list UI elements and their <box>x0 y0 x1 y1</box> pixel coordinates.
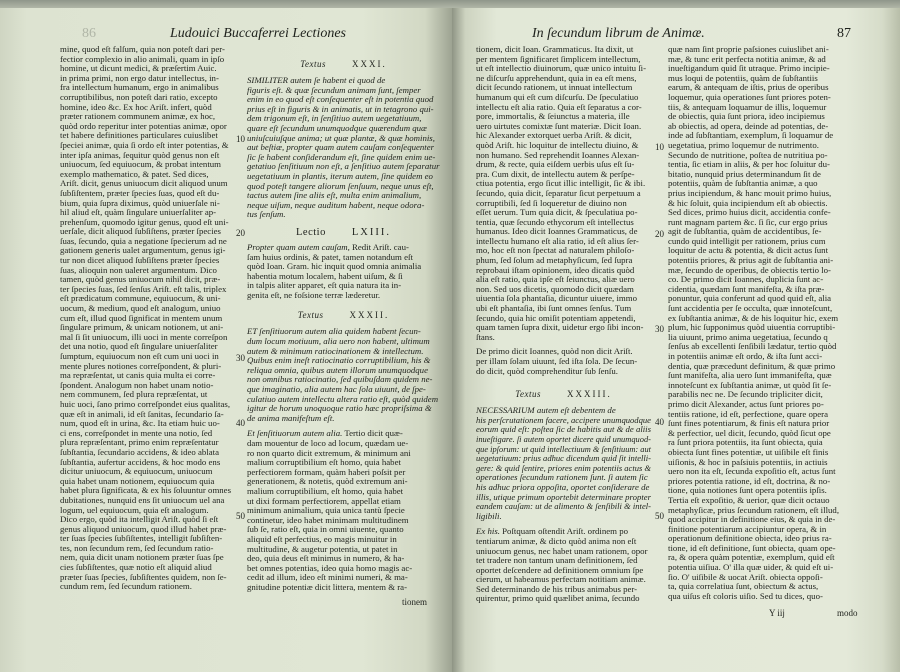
line-text: quæ nam ſint proprie paſsiones cuiuslibet ani- <box>668 44 829 54</box>
line-text: dicitur uniuocum, & equiuocum, uniuocum <box>60 466 213 477</box>
line-text: genus aliquod uniuocum, quod illud habet præ- <box>60 523 227 534</box>
line-text: plura repræſentant, primo enim repræſentatur <box>60 437 219 448</box>
lectio-block <box>247 226 440 239</box>
line-text: per illam ſolam uiuunt, ſed iſta ſola. De ſecun- <box>476 356 638 366</box>
margin-line-number: 30 <box>655 324 664 334</box>
margin-line-number: 20 <box>236 228 245 238</box>
line-text: ſpeciei animæ, quia ſi ordo eſt inter potentias, & <box>60 139 229 150</box>
line-text: ſecundo, quia hic omiſit potentiam appetendi, <box>476 312 636 323</box>
line-text: pra. Cum dixit, de intellectu autem & perſpe- <box>476 168 635 179</box>
textus-heading <box>247 309 440 322</box>
heading-label: Textus <box>300 59 326 69</box>
line-text: ſub ſe, ratio eſt, quia in omni uiuente, quanto <box>247 524 404 535</box>
text-line <box>476 367 651 377</box>
line-text: culatiuo autem intellectu altera ratio eſt, quòd quidem <box>247 393 439 404</box>
line-text: uero non ita eſt, ſecunda expoſitio eſt, actus ſunt <box>668 466 836 477</box>
line-text: fectior complexio in alio animali, quam in ipſo <box>60 53 225 64</box>
line-text: humanus. Ideo dicit Ioannes Grammaticus, de <box>476 226 638 237</box>
line-text: metaphyſicæ, prius ſecundum rationem, eſt illud, <box>668 504 840 515</box>
heading-number: LXIII. <box>351 226 391 238</box>
heading-number: XXXI. <box>351 59 387 69</box>
paragraph-lead: Ex his. <box>476 526 500 537</box>
line-text: mo, hoc eſt non ſpectat ad naturalem philoſo- <box>476 245 635 256</box>
line-text: SIMILITER autem ſe habent ei quod de <box>247 75 386 85</box>
line-text: ut dixi formam perfectiorem, appellat etiam <box>247 495 401 506</box>
margin-line-number: 50 <box>655 511 664 521</box>
text-line <box>247 583 440 593</box>
line-text: inueſtigandum quid ſit utraque. Primo incipie- <box>668 63 830 74</box>
line-text: tactus autem ſine aliis eſt, multa enim animalium, <box>247 190 422 201</box>
heading-label: Textus <box>515 389 541 400</box>
line-text: continetur, ideo habet minimam multitudinem <box>247 514 409 525</box>
line-text: pore, immortalis, & ſeiunctus a materia, ille <box>476 111 630 122</box>
line-text: cedit ad illum, ideo eſt minimi numeri, & ma- <box>247 572 408 583</box>
line-text: ſuas, ſecundo, quia a negatione ſpecierum ad ne <box>60 235 227 246</box>
line-text: præter rationem communem animæ, ex hoc, <box>60 111 216 122</box>
line-text: do dicit, quòd comprehenditur ſub ſenſu. <box>476 365 618 376</box>
line-text: ci ens, correſpondet in mente una notio, ſed <box>60 427 213 438</box>
margin-line-number: 40 <box>655 417 664 427</box>
line-text: cies ſubſiſtentes, quæ notio eſt aliquid aliud <box>60 562 212 573</box>
line-text: cundo quid intelligit per rationem, prius cum <box>668 235 826 246</box>
line-text: dum locum motiuum, alia uero non habent, ultimum <box>247 336 430 347</box>
line-text: Ariſt. dicit, genus uniuocum dicit aliquod unum <box>60 178 228 189</box>
line-text: ne diſcurſu apprehendunt, quia in ea eſt mens, <box>476 72 637 83</box>
line-text: corruptibili, ſed ſi loqueretur de diuino non <box>476 197 627 208</box>
line-text: non humano. Sed reprehendit Ioannes Alexan- <box>476 149 640 160</box>
line-text: quòd Ioan. Gram. hic inquit quod omnia animalia <box>247 261 422 272</box>
line-text: eandem cauſam: ut de alimento & ſenſibili & intel- <box>476 501 651 512</box>
line-text: tentia, quæ ſecundo ethycorum eſt intellectus <box>476 216 634 227</box>
line-text: tione, quia notiones ſunt opera potentiis ipſis. <box>668 485 827 496</box>
line-text: de obiectis, quia ſunt priora, ideo incipiemus <box>668 111 825 122</box>
line-text: ſic ſe habent conſiderandum eſt, ſine quidem enim ue- <box>247 151 436 162</box>
line-text: lia uiuunt, primo anima uegetatiua, ſecundo q <box>668 331 828 342</box>
line-text: generationem, & notetis, quòd extremum ani- <box>247 476 408 487</box>
line-text: Quibus enim ineſt ratiocinatio corruptibilium, his & <box>247 355 431 366</box>
line-text: tamen, quòd genus uniuocum nihil dicit, præ- <box>60 274 221 285</box>
paragraph-lead: Propter quam autem cauſam, <box>247 241 350 252</box>
heading-block <box>247 58 440 71</box>
left-page <box>0 8 452 672</box>
catchword: tionem <box>402 597 427 607</box>
line-text: nem, quia dicit unam notionem præter ſuas ſpe <box>60 552 224 563</box>
para-block <box>247 243 440 301</box>
line-text: mente plures notiones correſpondent, & pluri- <box>60 360 222 371</box>
line-text: bium, quia ſupra diximus, quòd uniuerſale ni- <box>60 197 220 208</box>
line-text: his adhuc priora oppoſita, oportet conſiderare de <box>476 481 650 492</box>
line-text: loquemur, quia operationes ſunt priores poten- <box>668 91 831 102</box>
right-column-1 <box>476 45 651 604</box>
line-text: ſenſus ab excellenti ſenſibili lædatur, tertio quòd <box>668 341 837 352</box>
line-text: mal ſi ſit uniuocum, illi uoci in mente correſpon <box>60 331 228 342</box>
line-text: uocum, & medium, quod eſt analogum, uniuo <box>60 303 221 314</box>
line-text: tentia, ſic etiam in aliis, & per hoc ſoluitur du- <box>668 159 830 170</box>
line-text: mus loqui de potentiis, quàm de ſubſtantiis <box>668 72 818 83</box>
line-text: fra intellectum humanum, ergo in animalibus <box>60 82 219 93</box>
line-text: tet habere definitiones particulares cuiuslibet <box>60 130 218 141</box>
text-line <box>476 594 651 604</box>
text-line <box>247 414 440 424</box>
line-text: potentia uiſiua. O' illa quæ uider, & quid eſt ui- <box>668 562 834 573</box>
line-text: uniuocum, ſed equiuocum, & probat intentum <box>60 159 222 170</box>
line-text: gnitudine potentiæ dicit littera, mentem & ra- <box>247 581 408 592</box>
line-text: reliqua omnia, quibus autem illorum unumquodque <box>247 364 428 375</box>
line-text: ſunt manifeſta, alia uero ſunt immanifeſta, quæ <box>668 370 832 381</box>
line-text: cum eſt, illud quod ſignificat in mentem unum <box>60 312 223 323</box>
heading-label: Textus <box>297 310 324 321</box>
line-text: uegetatiuum in plantis, iterum autem, ſine quidem eo <box>247 170 433 181</box>
line-text: ſtans. <box>476 331 495 342</box>
line-text: oportet deſcendere ad definitionem omnium ſpe <box>476 564 644 575</box>
line-text: De primo dicit Ioannes, quòd non dicit Ariſt. <box>476 346 633 357</box>
line-text: dentia, quæ præcedunt definitum, & quæ primo <box>668 360 836 371</box>
text-line <box>247 210 440 220</box>
line-text: habet plura ſignificata, & ex his ſoluuntur omnes <box>60 485 232 496</box>
line-text: ab obiectis, ad opera, deinde ad potentias, de- <box>668 120 829 131</box>
line-text: uiuentia ſola phantaſia, dicuntur uiuere, immo <box>476 293 637 304</box>
right-column-2 <box>668 45 868 601</box>
margin-line-number: 10 <box>236 134 245 144</box>
para-block <box>476 347 651 376</box>
text-line <box>476 502 651 512</box>
line-text: per mentem ſignificaret ſimplicem intellectum, <box>476 53 641 64</box>
line-text: cidentia, quædam ſunt manifeſta, & iſta præ- <box>668 283 825 294</box>
line-text: multitudine, & augetur potentia, ut patet in <box>247 543 398 554</box>
line-text: mæ, ſecundo de operibus, de obiectis tertio lo- <box>668 264 831 275</box>
heading-number: XXXIII. <box>566 389 612 400</box>
line-text: minimum animalium, quia unica tantù ſpecie <box>247 505 405 516</box>
line-text: inde ad ſubſtantiam, exemplum, ſi loquamur de <box>668 130 834 141</box>
line-text: neque uiſum, neque auditum habent, neque odora- <box>247 199 425 210</box>
line-text: uegetatiua, primo loquemur de nutrimento. <box>668 139 819 150</box>
line-text: eſt prædicatum commune, equiuocum, & uni- <box>60 293 221 304</box>
line-text: ſumptum, equiuocum non eſt cum uni uoci in <box>60 351 219 361</box>
line-text: runt magnam partem &c. ſi ſic, cur ergo prius <box>668 216 828 227</box>
line-text: alia eſt ratio, quia ipſe eſt ſeiunctus, aliæ uero <box>476 274 635 285</box>
line-text: ſuas, alioquin non ualeret argumentum. Dico <box>60 264 217 275</box>
line-text: aut beſtiæ, propter quam autem cauſam conſequenter <box>247 142 435 153</box>
line-text: in potentiis animæ eſt ordo, & iſta ſunt acci- <box>668 351 823 361</box>
line-text: tentiis ratione, id eſt, perfectione, quare opera <box>668 408 828 419</box>
line-text: in talpis aliter apparet, eſt quia natura ita in- <box>247 280 402 291</box>
line-text: uiſionis, & hoc in paſsiuis potentiis, in actiuis <box>668 456 828 467</box>
line-text: nem communem, ſed plura repræſentat, ut <box>60 389 208 400</box>
line-text: ubi eſt phantaſia, ibi ſunt omnes ſenſus. Tum <box>476 303 632 314</box>
line-text: ſecundo, quia dicit, ſeparatur ſicut perpetuum a <box>476 187 641 198</box>
line-text: earum, & antequam de iſtis, prius de operibus <box>668 82 829 93</box>
line-text: inueſtigare. ſi autem oportet dicere quid unumquod- <box>476 433 651 444</box>
line-text: ter ſpecies ſuas, ſed ſenſus Ariſt. eſt talis, triplex <box>60 283 227 294</box>
line-text: bitatio, nunquid prius determinandum ſit de <box>668 168 821 179</box>
line-text: priores potentia ratione, id eſt, doctrina, & no- <box>668 475 831 486</box>
line-text: humanum qui eſt cum diſcurſu. De ſpeculatiuo <box>476 91 639 102</box>
right-page <box>452 8 900 672</box>
line-text: non. Sed uos dicetis, quomodo dicit quædam <box>476 283 634 294</box>
line-text: hic Alexander extorquet uerba Ariſt. & dicit, <box>476 130 632 141</box>
margin-line-number: 40 <box>236 418 245 428</box>
line-text: ta, quia correlatiua ſunt, obiectum & actus, <box>668 581 819 592</box>
line-text: mine, quod eſt falſum, quia non poteſt dari per- <box>60 44 225 54</box>
text-line <box>476 333 651 343</box>
line-text: in prima primi, non ergo datur intellectus, in- <box>60 72 219 83</box>
margin-line-number: 20 <box>655 229 664 239</box>
line-text: num, quod eſt in urina, &c. Ita etiam huic uo- <box>60 418 220 429</box>
line-text: figuris eſt. & quæ ſecundum animam ſunt, ſemper <box>247 84 421 95</box>
line-text: dam mouentur de loco ad locum, quædam ue- <box>247 438 409 448</box>
line-text: uniuocum genus, nec habet unam rationem, opor <box>476 545 648 556</box>
line-text: prehenſum, quomodo igitur genus, quod eſt uni- <box>60 216 229 227</box>
line-text: uegetatiuum: prius adhuc dicendum quid ſit intelli- <box>476 453 651 464</box>
line-text: gationem generis ualet argumentum, genus igi- <box>60 245 226 256</box>
line-text: quod accipitur in definitione eius, & quia in de- <box>668 514 836 525</box>
line-text: tus ſenſum. <box>247 209 286 220</box>
line-text: ligibili. <box>476 510 502 521</box>
line-text: logum, uel equiuocum, quia eſt analogum. <box>60 504 209 515</box>
line-text: operationum definitione obiecta, ideo prius ra- <box>668 533 832 544</box>
line-rest: Poſtquam oſtendit Ariſt. ordinem po <box>499 526 628 537</box>
margin-line-number: 10 <box>655 142 664 152</box>
line-text: huic uoci, ſano primo correſpondet eius qualitas, <box>60 398 231 409</box>
paragraph-lead: Et ſenſitiuorum autem alia. <box>247 428 343 439</box>
heading-block <box>247 309 440 322</box>
line-text: cierum, ut habeamus perfectam notitiam animæ. <box>476 574 646 585</box>
heading-label: Lectio <box>296 226 326 238</box>
line-text: prius eſt in figuris & in animatis, ut in tetagrono qui- <box>247 103 434 114</box>
line-text: tur non dicet aliquod ſubſiſtens præter ſpecies <box>60 255 220 266</box>
text-line <box>476 464 651 474</box>
line-text: potentiis, quàm de ſubſtantia animæ, a quo <box>668 178 818 189</box>
heading-number: XXXII. <box>349 310 390 321</box>
line-text: quòd Ariſt. hic loquitur de intellectu diuino, & <box>476 139 639 150</box>
line-text: tentiarum animæ, & dicto quòd anima non eſt <box>476 535 637 546</box>
line-text: intellectu eſt alia ratio. Quia eſt ſeparatus a cor- <box>476 101 642 112</box>
text-line <box>476 323 651 333</box>
line-text: reprobaui iſtam opinionem, ideo dicatis quòd <box>476 264 635 275</box>
line-text: dicit ſecundo rationem, ut innuat intellectum <box>476 82 633 93</box>
line-text: ſpondent. Analogum non habet unam notio- <box>60 379 214 390</box>
line-text: phum, ſed ſolum ad metaphyſicum, ſed ſupra <box>476 255 633 266</box>
line-text: genita eſt, ne foſsione terræ læderetur. <box>247 289 381 300</box>
line-text: ſingulare primum, & unicam notionem, ut ani- <box>60 322 224 333</box>
line-text: eſſet uerum. Tum quia dicit, & ſpeculatiua po- <box>476 207 638 218</box>
line-text: uerſale, dicit aliquod ſubſiſtens, præter ſpecies <box>60 226 221 237</box>
line-rest: Redit Ariſt. cau- <box>349 241 409 252</box>
line-text: dem trigonum eſt, in ſenſitiuo autem uegetatiuum, <box>247 113 422 124</box>
line-text: quæ eſt in animali, id eſt ſanitas, ſecundario ſa- <box>60 408 224 419</box>
line-text: drum, & recte, quia eiſdem uerbis uſus eſt ſu- <box>476 159 635 170</box>
line-text: malium corruptibilium eſt homo, quia habet <box>247 457 401 468</box>
line-text: ſubſiſtentem, præter ſpecies ſuas, quod eſt du- <box>60 187 220 198</box>
textus-heading <box>247 58 440 71</box>
line-text: ex ſubſtantia animæ, & de his loquitur hic, exem <box>668 312 839 323</box>
text-line <box>476 512 651 522</box>
heading-block <box>476 388 651 401</box>
line-text: exemplo mathematico, & patet. Sed dices, <box>60 168 209 179</box>
line-text: perfectiorem formam, quàm haberi poſsit per <box>247 466 406 477</box>
line-text: non omnibus ratiocinatio, ſed quibuſdam quidem ne- <box>247 374 433 385</box>
text-line <box>668 592 868 602</box>
running-head: In ſecundum librum de Animæ. <box>532 26 705 41</box>
line-text: ſunt accidentia per ſe occulta, quæ innoteſcunt, <box>668 303 833 314</box>
lectio-heading <box>247 226 440 239</box>
line-text: Secundo de nutritione, poſtea de nutritiua po- <box>668 149 828 160</box>
line-text: co. De primo dicit Ioannes, duplicia ſunt ac- <box>668 274 824 285</box>
para-block <box>476 527 651 604</box>
line-text: cundum rem, ſed ſecundum rationem. <box>60 581 192 592</box>
line-text: ſubſtantia, aufertur accidens, & hoc modo ens <box>60 456 221 467</box>
line-text: ſunt fines potentiarum, & finis eſt natura prior <box>668 418 830 429</box>
line-text: ter ſuas ſpecies ſubſiſtentes, intelligit ſubſiſten- <box>60 533 223 544</box>
line-text: quia habet unam notionem, equiuocum quia <box>60 475 215 486</box>
line-text: uero uirtutes comixtæ ſunt materiæ. Dicit Ioan. <box>476 120 642 131</box>
line-text: aliquid eſt perfectius, eo magis minuitur in <box>247 533 397 544</box>
line-text: homine, ideo &c. Ex hoc Ariſt. infert, quòd <box>60 101 212 112</box>
line-text: dubitationes, nunquid ens ſit uniuocum uel ana <box>60 494 225 505</box>
line-text: præter ſuas ſpecies, ſubſiſtentes quidem, non ſe- <box>60 571 227 582</box>
line-text: ſubſtantia, ſecundario accidens, & ideo ablata <box>60 446 220 457</box>
text-line <box>247 291 440 301</box>
line-text: Sed dices, primo huius dicit, accidentia confe- <box>668 207 831 218</box>
line-text: intellectu humano eſt alia ratio, id eſt alius ſer- <box>476 235 639 246</box>
line-rest: Tertio dicit quæ- <box>342 428 403 439</box>
line-text: Dico ergo, quòd ita intelligit Ariſt. quòd ſi eſt <box>60 514 219 525</box>
line-text: quam tamen ſupra dixit, uidetur ergo ſibi incon- <box>476 322 644 333</box>
para-block <box>247 429 440 592</box>
line-text: que imaginatio, alia autem hac ſola uiuunt, de ſpe- <box>247 384 426 395</box>
line-text: ſio. O' uiſibile & uocat Ariſt. obiecta oppoſi- <box>668 571 823 582</box>
line-text: ra ſunt priora potentiis, ita ſunt obiecta, quia <box>668 437 823 448</box>
line-text: & hic ſoluit, quia incipiendum eſt ab obiectis. <box>668 197 828 208</box>
line-text: tionem, dicit Ioan. Grammaticus. Ita dixit, ut <box>476 44 634 54</box>
line-text: & perfectior, uel dicit, ſecundo, quòd ſicut ope <box>668 427 831 438</box>
line-text: quare eſt ſecundum unumquodque quærendum quæ <box>247 122 427 133</box>
line-text: tes, non ſecundum rem, ſed ſecundum ratio- <box>60 542 214 553</box>
line-text: mæ, & tunc erit perfecta notitia animæ, & ad <box>668 53 826 64</box>
text-line <box>60 582 234 592</box>
line-text: potentiis priores, & prius agit de ſubſtantia ani- <box>668 255 834 266</box>
left-column-2 <box>247 58 440 593</box>
line-text: NECESSARIUM autem eſt debentem de <box>476 405 616 416</box>
margin-line-number: 30 <box>236 353 245 363</box>
left-column-1 <box>60 45 234 592</box>
line-text: ma repræſentat, ut canis quia multa ei corre- <box>60 370 216 381</box>
line-text: eorum quid eſt: poſtea ſic de habitis aut & de aliis <box>476 424 651 435</box>
line-text: igitur de horum unoquoque ratio hæc propriſsima & <box>247 403 432 414</box>
line-text: tiis, & antequam loquamur de illis, loquemur <box>668 101 827 112</box>
line-text: finitione potentiarum accipiuntur opera, & in <box>668 523 827 534</box>
textus-heading <box>476 388 651 401</box>
line-text: primo dicit Alexander, actus ſunt priores po- <box>668 398 824 409</box>
line-text: hil aliud eſt, quàm ſingulare uniuerſaliter ap- <box>60 207 217 218</box>
line-text: tet tradere non tantum unam definitionem, ſed <box>476 555 638 566</box>
line-text: qua uiſus eſt coloris uiſio. Sed tu dices, quo- <box>668 590 823 601</box>
line-text: ut eſt intellectio diuinorum, quæ unico intuitu ſi- <box>476 63 647 74</box>
line-text: innoteſcunt ex ſubſtantia animæ, ut quòd ſit ſe- <box>668 379 832 390</box>
line-text: autem & minimum ratiocinationem & intellectum. <box>247 345 424 356</box>
line-text: gere: & quid ſentire, priores enim potentiis actus & <box>476 462 651 473</box>
para-block <box>476 45 651 342</box>
line-text: ET ſenſitiuorum autem alia quidem habent ſecun- <box>247 326 421 337</box>
line-text: habentia motum localem, habent uiſum, & ſi <box>247 270 403 281</box>
line-text: ponuntur, quia conferunt ad quod quid eſt, alia <box>668 293 832 304</box>
line-text: bet omnes potentias, ideo quia homo magis ac- <box>247 562 413 573</box>
line-text: inter ipſa animas, ſequitur quòd genus non eſt <box>60 149 220 160</box>
line-text: plum, hic ſupponimus quòd uiuentia corruptibi- <box>668 322 836 333</box>
line-text: prius incipiendum, & hanc mouit primo huius, <box>668 187 832 198</box>
line-text: loquitur de actu & potentia, & dicit actus ſunt <box>668 245 829 256</box>
line-text: quirentur, primo quid quælibet anima, ſecundo <box>476 593 640 604</box>
line-text: quod poteſt tangere aliorum ſenſuum, neque unus eſt, <box>247 180 434 191</box>
line-text: agit de ſubſtantia, quàm de accidentibus, ſe- <box>668 226 822 237</box>
line-text: tione, id eſt definitione, ſunt obiecta, quam ope- <box>668 542 836 553</box>
line-text: parabilis nec ne. De ſecundo tripliciter dicit, <box>668 389 823 400</box>
line-text: deo, quia deus eſt minimus in numero, & ha- <box>247 553 405 564</box>
line-text: his perſcrutationem facere, accipere unumquodque <box>476 414 651 425</box>
line-text: que ipſorum: ut quid intellectiuum & ſenſitiuum: aut <box>476 443 651 454</box>
margin-line-number: 50 <box>236 511 245 521</box>
lemma-block <box>247 327 440 423</box>
line-text: enim in eo quod eſt conſequenter eſt in potentia quod <box>247 94 434 105</box>
line-text: quòd ordo reperitur inter potentias animæ, opor <box>60 120 227 131</box>
line-text: Tertia eſt expoſitio, & uerior, quæ dicit octauo <box>668 494 830 505</box>
lemma-block <box>476 406 651 521</box>
line-text: homine, ut dicunt medici, & præſertim Auic. <box>60 63 217 74</box>
line-text: ra, & opera quàm potentiæ, exemplum, quid eſt <box>668 552 835 563</box>
line-text: de anima manifeſtum eſt. <box>247 412 335 423</box>
line-text: Sed determinando de his tribus animabus per- <box>476 583 638 594</box>
line-text: det una notio, quod eſt ſingulare uniuerſaliter <box>60 341 218 352</box>
lemma-block <box>247 76 440 220</box>
running-head: Ludouici Buccaferrei Lectiones <box>170 26 346 41</box>
line-text: obiecta ſunt fines potentiæ, ut uiſibile eſt finis <box>668 446 829 457</box>
line-text: getatiuo ſenſitiuum non eſt, a ſenſitiuo autem ſeparatur <box>247 161 440 172</box>
line-text: corruptibilibus, non poteſt dari ratio, excepto <box>60 91 218 102</box>
line-text: ſam huius ordinis, & patet, tamen notandum eſt <box>247 251 413 262</box>
line-text: operationes ſecundum rationem ſunt. ſi autem ſic <box>476 472 648 483</box>
line-text: ro non quarto dicit extremum, & minimum ani <box>247 447 411 458</box>
signature-mark: Y iij <box>769 608 785 618</box>
line-text: uniuſcuiuſque anima; ut quæ plantæ, & quæ hominis, <box>247 132 435 143</box>
line-text: ctiua potentia, ergo ſicut illic intelligit, ſic & ibi. <box>476 178 646 189</box>
page-number: 87 <box>837 26 851 41</box>
line-text: malium corruptibilium, eſt homo, quia habet <box>247 485 404 496</box>
page-number: 86 <box>82 26 96 41</box>
catchword: modo <box>837 608 858 618</box>
line-text: illis, utique primum oportebit determinare propter <box>476 491 651 502</box>
